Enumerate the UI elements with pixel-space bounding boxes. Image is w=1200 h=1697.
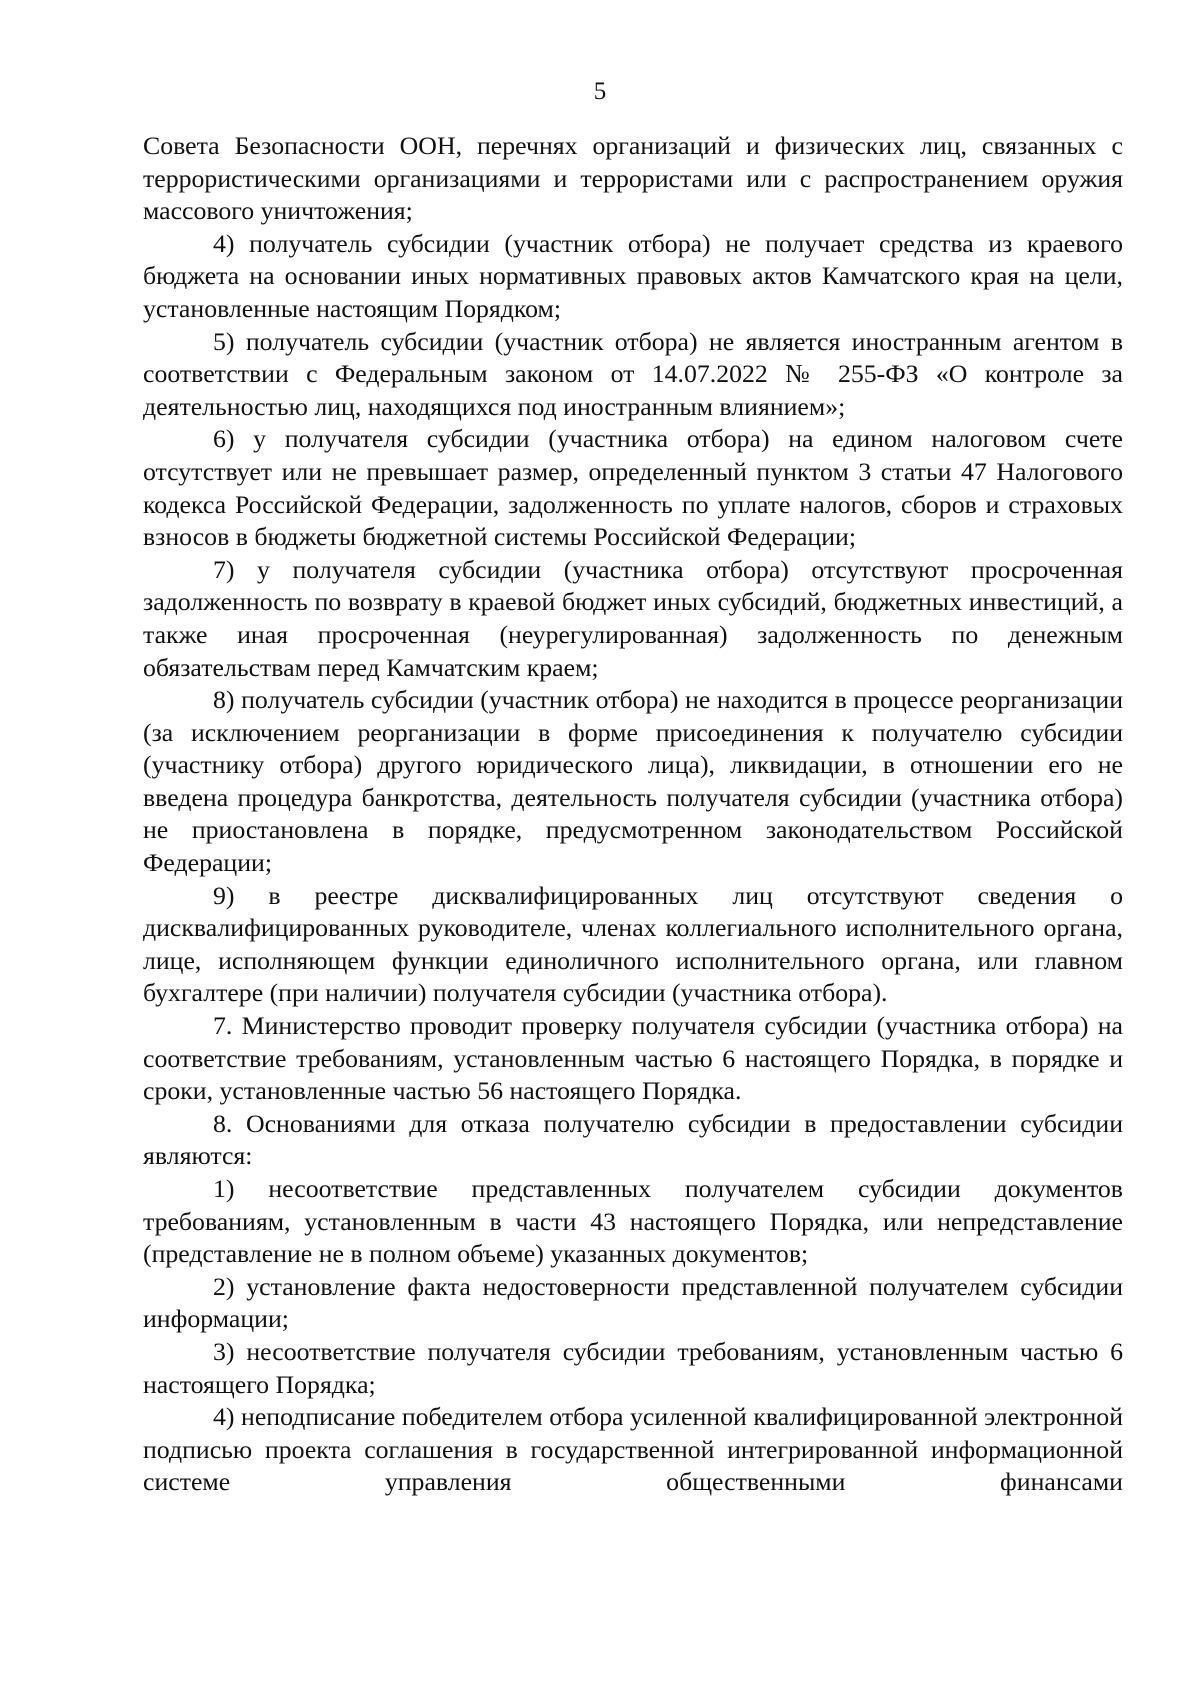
document-body bbox=[143, 130, 1123, 1499]
paragraph-refusal-1: 1) несоответствие представленных получателем субсидии документов требованиям, установленным в части 43 настоящего Порядка, или непредставление (представление не в полном объеме) указанных документов; bbox=[143, 1174, 1123, 1269]
paragraph-continuation: Совета Безопасности ООН, перечнях организаций и физических лиц, связанных с террористическими организациями и террористами или с распространением оружия массового уничтожения; bbox=[143, 131, 1123, 226]
paragraph-item-5: 5) получатель субсидии (участник отбора) не является иностранным агентом в соответствии с Федеральным законом от 14.07.2022 № 255-ФЗ «О контроле за деятельностью лиц, находящихся под иностранным влиянием»; bbox=[143, 326, 1123, 421]
paragraph-item-9: 9) в реестре дисквалифицированных лиц отсутствуют сведения о дисквалифицированных руководителе, членах коллегиального исполнительного органа, лице, исполняющем функции единоличного исполнительного органа, или главном бухгалтере (при наличии) получателя субсидии (участника отбора). bbox=[143, 880, 1123, 1008]
paragraph-item-8: 8) получатель субсидии (участник отбора) не находится в процессе реорганизации (за исключением реорганизации в форме присоединения к получателю субсидии (участнику отбора) другого юридического лица), ликвидации, в отношении его не введена процедура банкротства, деятельность получателя субсидии (участника отбора) не приостановлена в порядке, предусмотренном законодательством Российской Федерации; bbox=[143, 685, 1123, 878]
paragraph-item-7: 7) у получателя субсидии (участника отбора) отсутствуют просроченная задолженность по возврату в краевой бюджет иных субсидий, бюджетных инвестиций, а также иная просроченная (неурегулированная) задолженность по денежным обязательствам перед Камчатским краем; bbox=[143, 554, 1123, 682]
paragraph-refusal-2: 2) установление факта недостоверности представленной получателем субсидии информации; bbox=[143, 1271, 1123, 1334]
paragraph-section-7: 7. Министерство проводит проверку получателя субсидии (участника отбора) на соответствие требованиям, установленным частью 6 настоящего Порядка, в порядке и сроки, установленные частью 56 настоящего Порядка. bbox=[143, 1011, 1123, 1106]
page-number: 5 bbox=[593, 78, 607, 105]
paragraph-refusal-4: 4) неподписание победителем отбора усиленной квалифицированной электронной подписью проекта соглашения в государственной интегрированной информационной системе управления общественными финансами bbox=[143, 1402, 1123, 1497]
paragraph-section-8: 8. Основаниями для отказа получателю субсидии в предоставлении субсидии являются: bbox=[143, 1108, 1123, 1171]
paragraph-item-4: 4) получатель субсидии (участник отбора) не получает средства из краевого бюджета на основании иных нормативных правовых актов Камчатского края на цели, установленные настоящим Порядком; bbox=[143, 228, 1123, 323]
paragraph-item-6: 6) у получателя субсидии (участника отбора) на едином налоговом счете отсутствует или не превышает размер, определенный пунктом 3 статьи 47 Налогового кодекса Российской Федерации, задолженность по уплате налогов, сборов и страховых взносов в бюджеты бюджетной системы Российской Федерации; bbox=[143, 424, 1123, 552]
paragraph-refusal-3: 3) несоответствие получателя субсидии требованиям, установленным частью 6 настоящего Порядка; bbox=[143, 1336, 1123, 1399]
